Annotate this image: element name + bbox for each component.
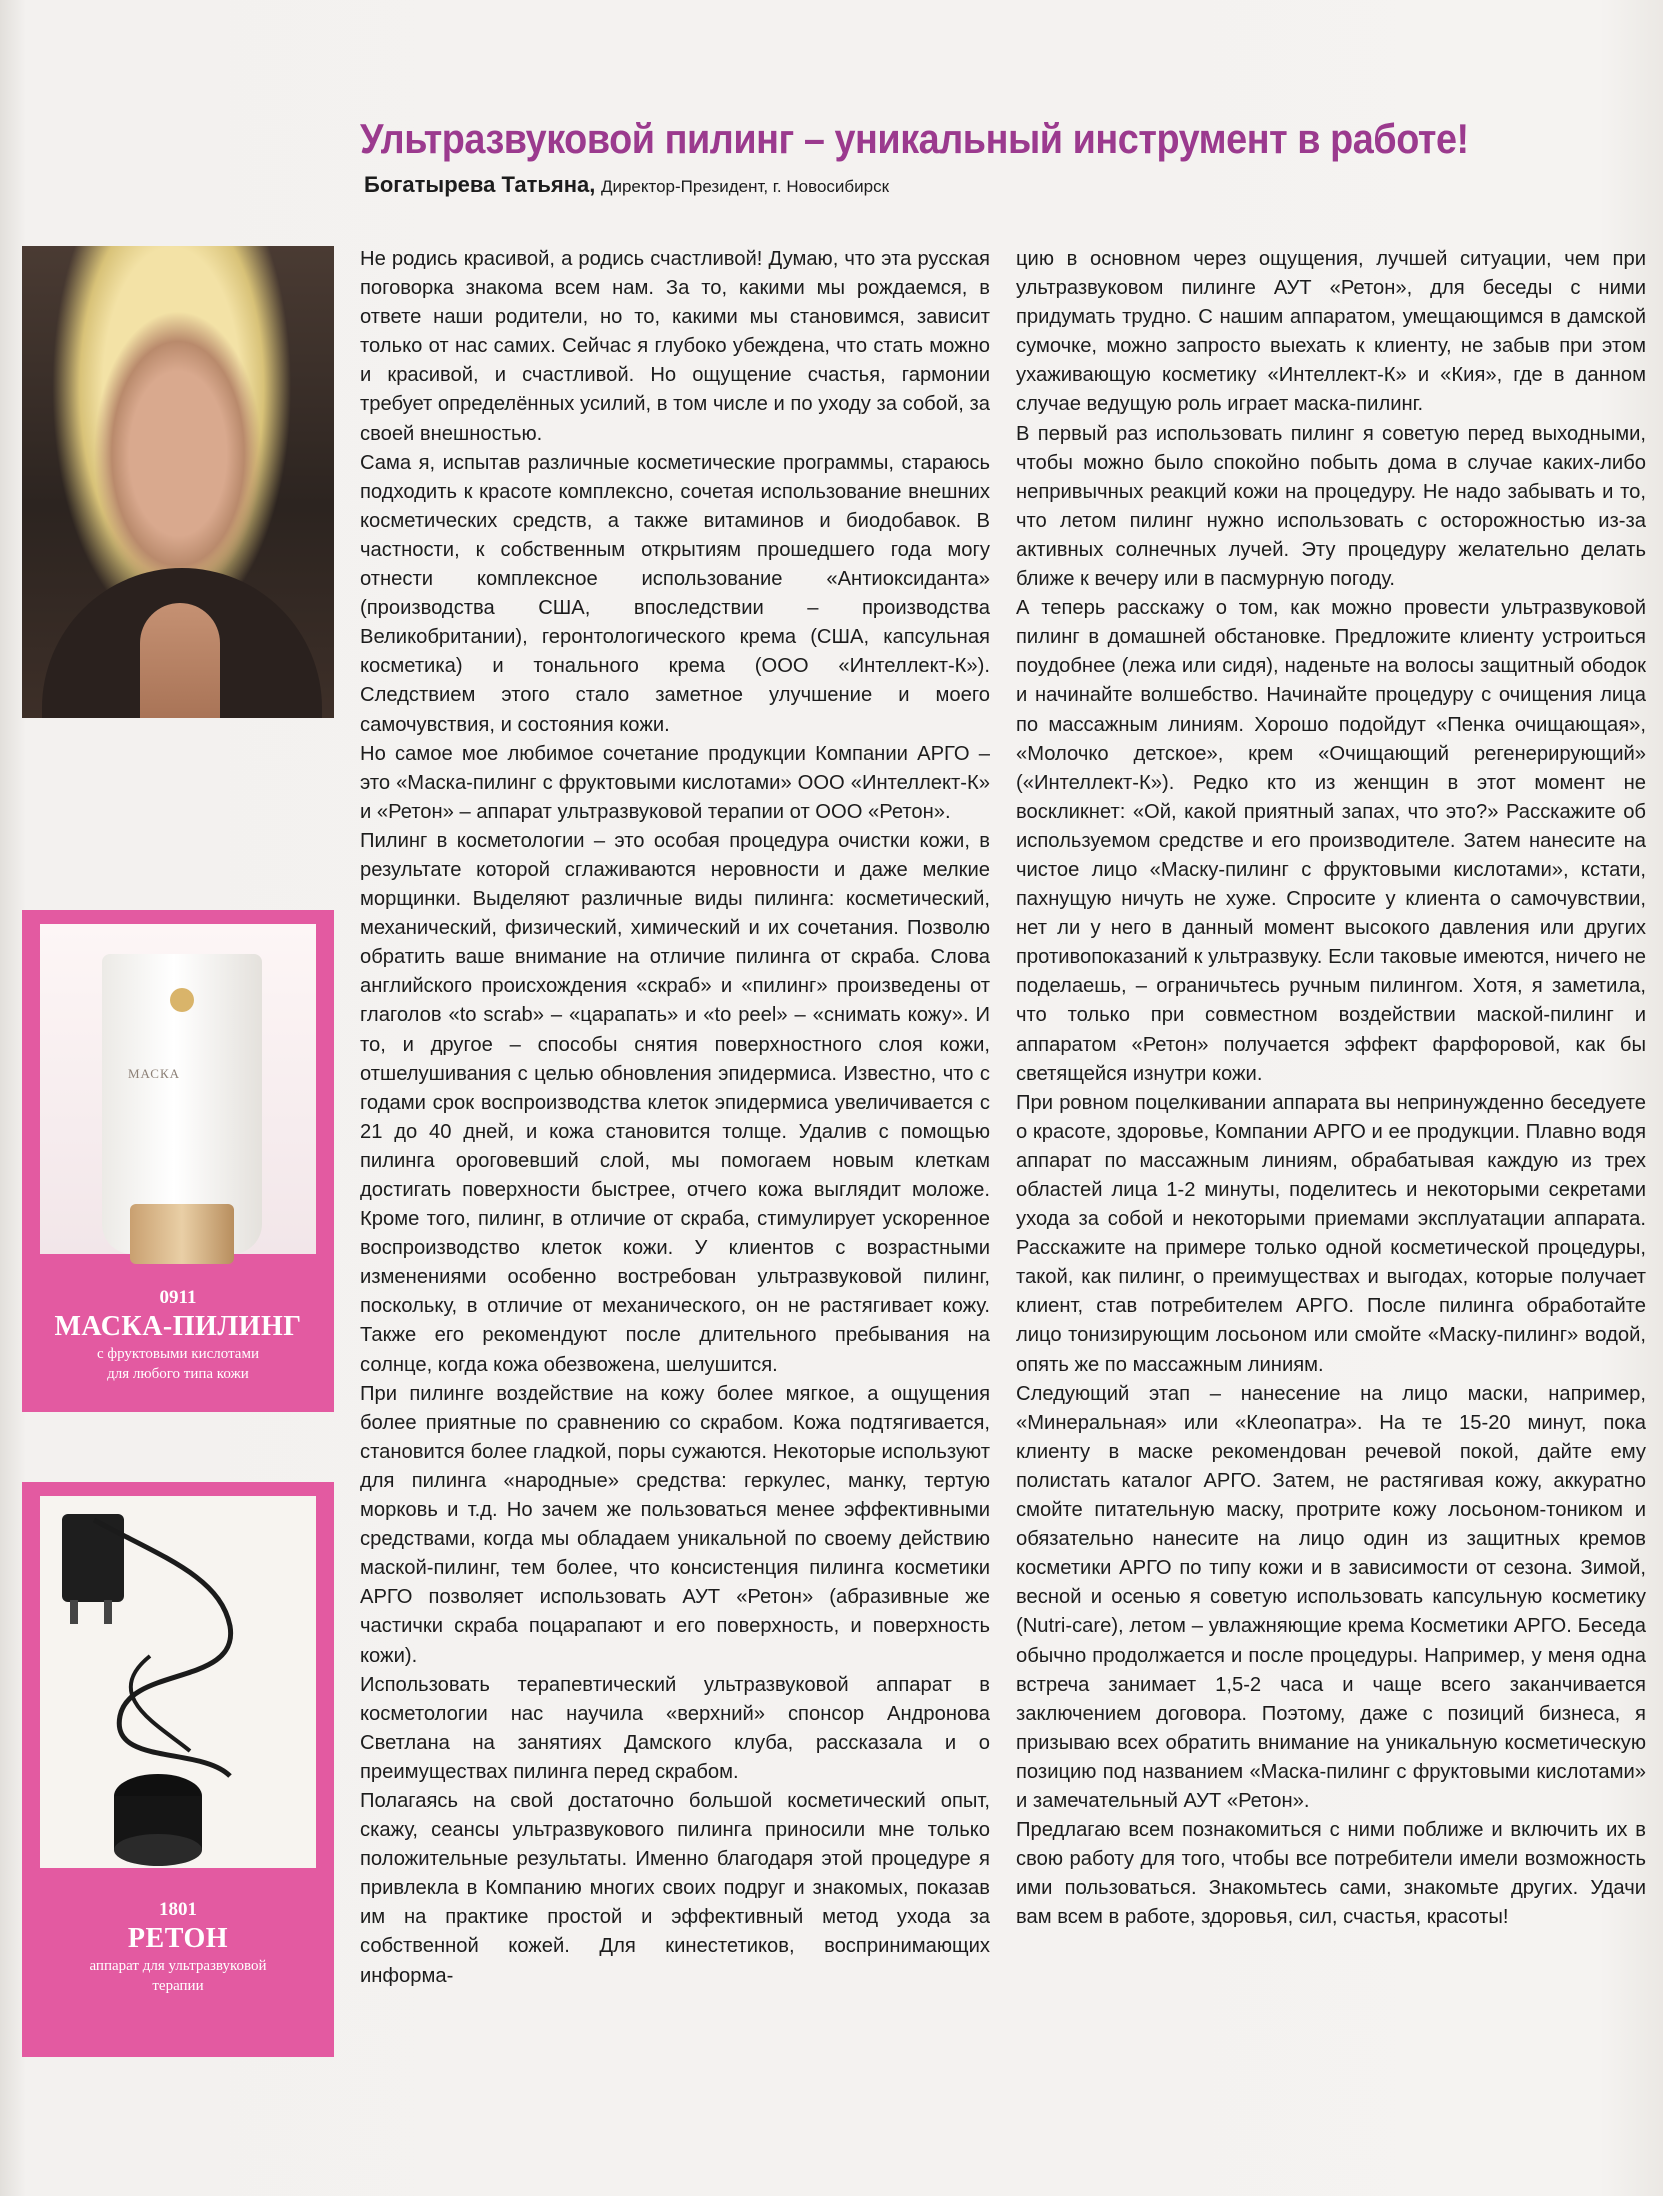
product-desc-line1: с фруктовыми кислотами	[97, 1346, 259, 1362]
device-cable	[131, 1656, 190, 1751]
article-title: Ультразвуковой пилинг – уникальный инструмент в работе!	[360, 115, 1469, 162]
paragraph: Сама я, испытав различные косметические программы, стараюсь подходить к красоте комплексно, сочетая использование внешних косметических средств, а также витаминов и биодобавок. В частности, к собственным открытиям прошедшего года могу отнести комплексное использование «Антиоксиданта» (производства США, впоследствии – производства Великобритании), геронтологического крема (США, капсульная косметика) и тонального крема (ООО «Интеллект-К»). Следствием этого стало заметное улучшение и моего самочувствия, и состояния кожи.	[360, 451, 990, 736]
paragraph: Полагаясь на свой достаточно большой косметический опыт, скажу, сеансы ультразвукового пилинга приносили мне только положительные результаты. Именно благодаря этой процедуре я привлекла в Компанию многих своих подруг и знакомых, показав им на практике простой и эффективный метод ухода за собственной кожей. Для кинестетиков, воспринимающих информа-	[360, 1789, 990, 1987]
author-name: Богатырева Татьяна,	[364, 172, 596, 197]
paragraph: Предлагаю всем познакомиться с ними поближе и включить их в свою работу для того, чтобы все потребители имели возможность ими пользоваться. Знакомьтесь сами, знакомьте других. Удачи вам всем в работе, здоровья, сил, счастья, красоты!	[1016, 1819, 1646, 1929]
plug-pin	[70, 1600, 78, 1624]
tube-label: МАСКА	[128, 1066, 181, 1081]
product-card-mask	[22, 910, 334, 1412]
product-desc-line2: терапии	[152, 1978, 204, 1994]
paragraph: Использовать терапевтический ультразвуковой аппарат в косметологии нас научила «верхний» спонсор Андронова Светлана на занятиях Дамского клуба, рассказала и о преимуществах пилинга перед скрабом.	[360, 1673, 990, 1783]
charger-block	[62, 1514, 124, 1602]
product-desc-line2: для любого типа кожи	[107, 1366, 249, 1382]
paragraph: Следующий этап – нанесение на лицо маски, например, «Минеральная» или «Клеопатра». На те 15-20 минут, пока клиенту в маске рекомендован речевой покой, дайте ему полистать каталог АРГО. Затем, не растягивая кожу, аккуратно смойте питательную маску, протрите кожу лосьоном-тоником и обязательно нанесите на лицо один из защитных кремов косметики АРГО по типу кожи и в зависимости от сезона. Зимой, весной и осенью я советую использовать капсульную косметику (Nutri-care), летом – увлажняющие крема Косметики АРГО. Беседа обычно продолжается и после процедуры. Например, у меня одна встреча занимает 1,5-2 часа и чаще всего заканчивается заключением договора. Поэтому, даже с позиций бизнеса, я призываю всех обратить внимание на уникальную косметическую позицию под названием «Маска-пилинг с фруктовыми кислотами» и замечательный АУТ «Ретон».	[1016, 1382, 1646, 1812]
paragraph: В первый раз использовать пилинг я советую перед выходными, чтобы можно было спокойно побыть дома в случае каких-либо непривычных реакций кожи на процедуру. Не надо забывать и то, что летом пилинг нужно использовать с осторожностью из-за активных солнечных лучей. Эту процедуру желательно делать ближе к вечеру или в пасмурную погоду.	[1016, 422, 1646, 591]
product-code: 1801	[159, 1899, 197, 1920]
mask-tube	[102, 954, 262, 1254]
byline	[364, 172, 889, 200]
device-illustration	[40, 1496, 316, 1868]
product-image-device	[40, 1496, 316, 1868]
tube-cap	[130, 1204, 234, 1264]
author-role: Директор-Президент, г. Новосибирск	[600, 177, 890, 196]
paragraph: При ровном поцелкивании аппарата вы непринужденно беседуете о красоте, здоровье, Компании АРГО и ее продукции. Плавно водя аппарат по массажным линиям, обрабатывая каждую из трех областей лица 1-2 минуты, поделитесь и некоторыми секретами ухода за собой и некоторыми приемами эксплуатации аппарата. Расскажите на примере только одной косметической процедуры, такой, как пилинг, о преимуществах и выгодах, которые получает клиент, став потребителем АРГО. После пилинга обработайте лицо тонизирующим лосьоном или смойте «Маску-пилинг» водой, опять же по массажным линиям.	[1016, 1091, 1646, 1376]
device-base	[114, 1834, 202, 1866]
product-code: 0911	[159, 1287, 197, 1308]
author-photo	[22, 246, 334, 718]
plug-pin	[104, 1600, 112, 1624]
product-name: РЕТОН	[127, 1923, 229, 1954]
paragraph: Не родись красивой, а родись счастливой! Думаю, что эта русская поговорка знакома всем нам. За то, какими мы рождаемся, в ответе наши родители, но то, какими мы становимся, зависит только от нас самих. Сейчас я глубоко убеждена, что стать можно и красивой, и счастливой. Но ощущение счастья, гармонии требует определённых усилий, в том числе и по уходу за собой, за своей внешностью.	[360, 248, 990, 445]
mask-card-caption	[22, 1286, 334, 1384]
product-image-mask	[40, 924, 316, 1254]
paragraph: Но самое мое любимое сочетание продукции Компании АРГО – это «Маска-пилинг с фруктовыми кислотами» ООО «Интеллект-К» и «Ретон» – аппарат ультразвуковой терапии от ООО «Ретон».	[360, 742, 990, 823]
product-name: МАСКА-ПИЛИНГ	[54, 1311, 302, 1342]
paragraph: А теперь расскажу о том, как можно провести ультразвуковой пилинг в домашней обстановке. Предложите клиенту устроиться поудобнее (лежа или сидя), наденьте на волосы защитный ободок и начинайте волшебство. Начинайте процедуру с очищения лица по массажным линиям. Хорошо подойдут «Пенка очищающая», «Молочко детское», крем «Очищающий регенерирующий» («Интеллект-К»). Редко кто из женщин в этот момент не воскликнет: «Ой, какой приятный запах, что это?» Расскажите об используемом средстве и его производителе. Затем нанесите на чистое лицо «Маску-пилинг с фруктовыми кислотами», кстати, пахнущую ничуть не хуже. Спросите у клиента о самочувствии, нет ли у него в данный момент высокого давления или других противопоказаний к ультразвуку. Если таковые имеются, ничего не поделаешь, – ограничьтесь ручным пилингом. Хотя, я заметила, что только при совместном воздействии маской-пилинг и аппаратом «Ретон» получается эффект фарфоровой, как бы светящейся изнутри кожи.	[1016, 597, 1646, 1085]
article-column-1	[360, 245, 990, 1991]
paragraph: Пилинг в косметологии – это особая процедура очистки кожи, в результате которой сглаживаются неровности и даже мелкие морщинки. Выделяют различные виды пилинга: косметический, механический, физический, химический и их сочетания. Позволю обратить ваше внимание на отличие пилинга от скраба. Слова английского происхождения «скраб» и «пилинг» произведены от глаголов «to scrab» – «царапать» и «to peel» – «снимать кожу». И то, и другое – способы снятия поверхностного слоя кожи, отшелушивания с целью обновления эпидермиса. Известно, что с годами срок воспроизводства клеток эпидермиса увеличивается с 21 до 40 дней, и кожа становится толще. Удалив с помощью пилинга ороговевший слой, мы помогаем новым клеткам достигать поверхности быстрее, отчего кожа выглядит моложе. Кроме того, пилинг, в отличие от скраба, стимулирует ускоренное воспроизводство клеток кожи. У клиентов с возрастными изменениями особенно востребован ультразвуковой пилинг, поскольку, в отличие от механического, он не растягивает кожу. Также его рекомендуют после длительного пребывания на солнце, когда кожа обезвожена, шелушится.	[360, 829, 990, 1376]
article-column-2	[1016, 245, 1646, 1932]
photo-neck	[140, 603, 220, 718]
brand-logo-icon	[170, 988, 194, 1012]
product-desc-line1: аппарат для ультразвуковой	[89, 1958, 267, 1974]
paragraph: цию в основном через ощущения, лучшей ситуации, чем при ультразвуковом пилинге АУТ «Ретон», для беседы с ними придумать трудно. С нашим аппаратом, умещающимся в дамской сумочке, можно запросто выехать к клиенту, не забыв при этом ухаживающую косметику «Интеллект-К» и «Кия», где в данном случае ведущую роль играет маска-пилинг.	[1016, 248, 1646, 416]
paragraph: При пилинге воздействие на кожу более мягкое, а ощущения более приятные по сравнению со скрабом. Кожа подтягивается, становится более гладкой, поры сужаются. Некоторые используют для пилинга «народные» средства: геркулес, манку, тертую морковь и т.д. Но зачем же пользоваться менее эффективными средствами, когда мы обладаем уникальной по своему действию маской-пилинг, тем более, что консистенция пилинга косметики АРГО позволяет использовать АУТ «Ретон» (абразивные же частички скраба поцарапают и его поверхность, и поверхность кожи).	[360, 1382, 990, 1667]
product-card-device	[22, 1482, 334, 2057]
device-card-caption	[22, 1898, 334, 1996]
